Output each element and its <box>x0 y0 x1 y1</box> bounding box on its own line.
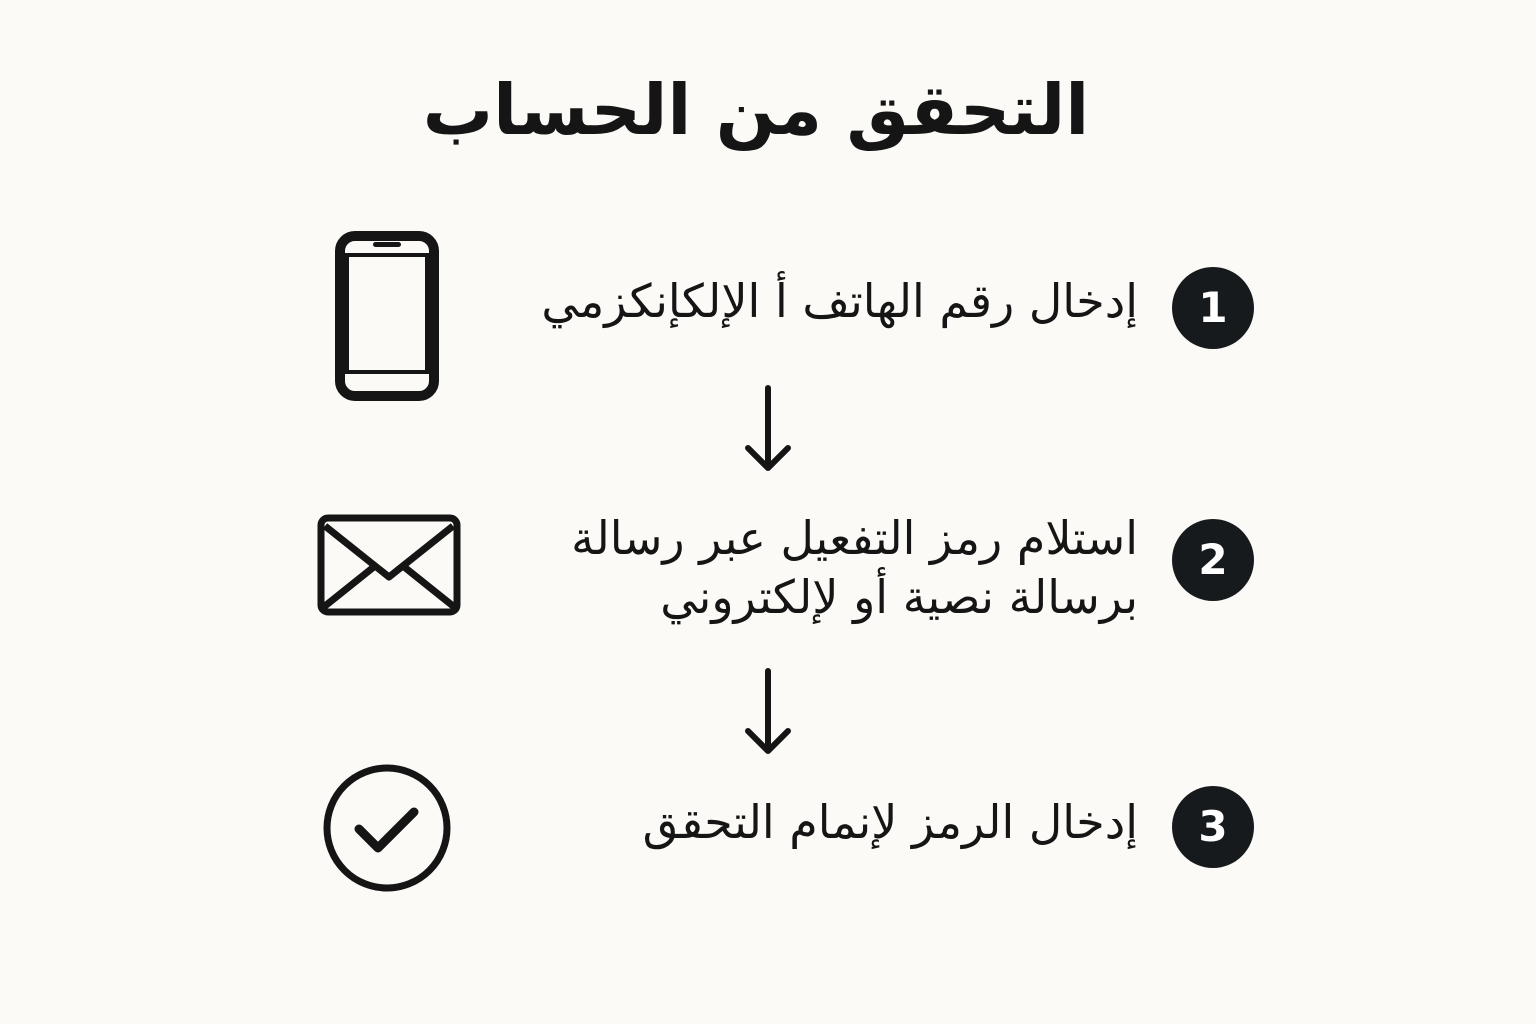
step-1-line-1: إدخال رقم الهاتف أ الإلكإنكزمي <box>541 274 1138 328</box>
step-3-line-1: إدخال الرمز لإنمام التحقق <box>642 795 1138 849</box>
step-2-number-badge <box>1172 519 1254 601</box>
diagram-title: التحقق من الحساب <box>422 69 1090 151</box>
check-circle-icon <box>322 763 452 893</box>
step-2-line-2: برسالة نصية أو لإلكتروني <box>660 569 1138 624</box>
down-arrow-icon <box>744 669 792 757</box>
step-2-text <box>571 509 1138 627</box>
step-2-number: 2 <box>1198 535 1228 584</box>
phone-icon <box>335 231 439 401</box>
step-3-number-badge <box>1172 786 1254 868</box>
step-3-number: 3 <box>1198 802 1228 851</box>
envelope-icon <box>317 514 461 616</box>
step-3-text <box>643 793 1138 852</box>
step-2-line-1: استلام رمز التفعيل عبر رسالة <box>571 511 1138 565</box>
step-1-number-badge <box>1172 267 1254 349</box>
step-1-text <box>541 272 1138 331</box>
down-arrow-icon <box>744 386 792 474</box>
step-1-number: 1 <box>1198 283 1228 332</box>
